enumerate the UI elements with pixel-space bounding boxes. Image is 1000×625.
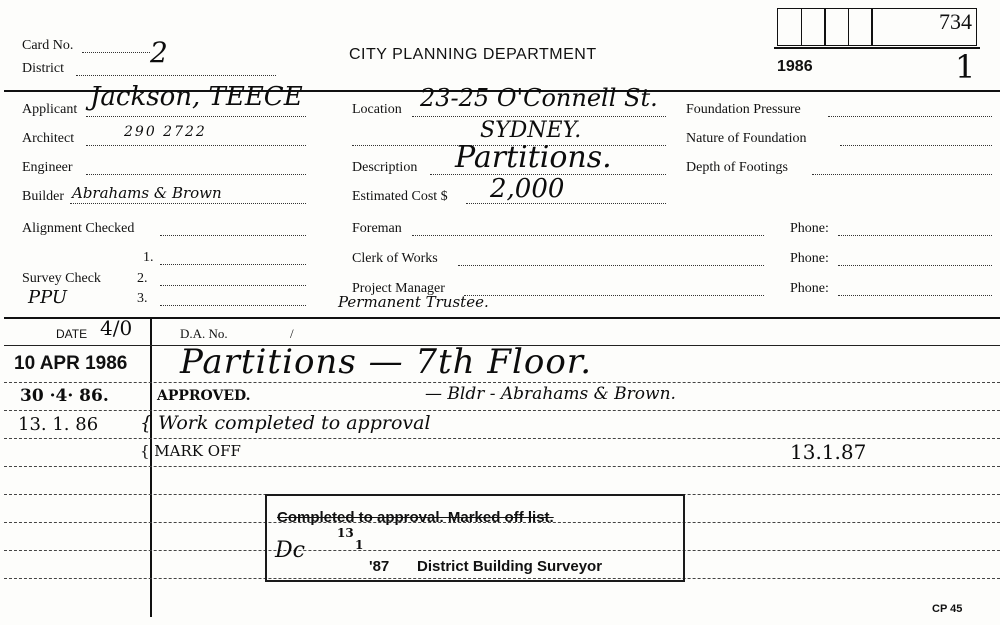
log-row-text: { MARK OFF: [140, 442, 241, 460]
log-row-text: { Work completed to approval: [140, 412, 431, 434]
phone-line-2: [838, 265, 992, 266]
foreman-label: Foreman: [352, 221, 402, 236]
architect-value: 290 2722: [124, 124, 207, 140]
estimated-cost-label: Estimated Cost $: [352, 189, 448, 204]
log-top-rule: [4, 317, 1000, 319]
log-rule: [4, 410, 1000, 411]
approval-stamp: [265, 494, 685, 582]
depth-of-footings-label: Depth of Footings: [686, 160, 788, 175]
log-row-text: APPROVED.: [157, 388, 251, 404]
builder-line: [70, 203, 306, 204]
stamp-signature: Dc: [275, 538, 305, 563]
log-row-date: 10 APR 1986: [14, 353, 128, 374]
survey-line-3: [160, 305, 306, 306]
district-line: [76, 75, 276, 76]
da-no-label: D.A. No.: [180, 326, 228, 341]
builder-label: Builder: [22, 189, 64, 204]
clerk-of-works-line: [458, 265, 764, 266]
number-box: [824, 8, 849, 46]
survey-number-1: 1.: [143, 250, 154, 265]
phone-label-1: Phone:: [790, 221, 829, 236]
log-row-right: 13.1.87: [790, 440, 867, 464]
stamp-month: 1: [355, 538, 364, 552]
number-box: [848, 8, 873, 46]
log-row-date: 13. 1. 86: [18, 414, 99, 435]
location-value-1: 23-25 O'Connell St.: [420, 84, 658, 112]
card-no-value: 2: [150, 36, 168, 69]
phone-label-3: Phone:: [790, 281, 829, 296]
description-label: Description: [352, 160, 418, 175]
project-manager-label: Project Manager: [352, 281, 445, 296]
form-code: CP 45: [932, 603, 963, 615]
architect-line: [86, 145, 306, 146]
department-title: CITY PLANNING DEPARTMENT: [349, 46, 597, 63]
description-value: Partitions.: [455, 140, 612, 175]
log-rule: [4, 382, 1000, 383]
log-row-text: Partitions — 7th Floor.: [180, 342, 593, 382]
number-box-underline: [774, 47, 980, 49]
number-box: [777, 8, 802, 46]
alignment-label: Alignment Checked: [22, 221, 135, 236]
phone-line-3: [838, 295, 992, 296]
survey-number-2: 2.: [137, 271, 148, 286]
number-box: [801, 8, 826, 46]
date-column-mark: 4/0: [100, 316, 133, 340]
applicant-line: [86, 116, 306, 117]
date-column-label: DATE: [56, 327, 88, 341]
card-number-value: 734: [939, 9, 972, 34]
architect-label: Architect: [22, 131, 75, 146]
applicant-label: Applicant: [22, 102, 78, 117]
nature-of-foundation-label: Nature of Foundation: [686, 131, 807, 146]
log-rule: [4, 466, 1000, 467]
estimated-cost-value: 2,000: [490, 174, 565, 204]
survey-check-label: Survey Check: [22, 271, 101, 286]
nature-of-foundation-line: [840, 145, 992, 146]
engineer-line: [86, 174, 306, 175]
stamp-year: '87: [369, 558, 390, 575]
engineer-label: Engineer: [22, 160, 73, 175]
log-divider: [150, 317, 152, 617]
alignment-line: [160, 235, 306, 236]
phone-label-2: Phone:: [790, 251, 829, 266]
card-number-box: [871, 8, 977, 46]
builder-value: Abrahams & Brown: [72, 184, 222, 202]
survey-line-2: [160, 285, 306, 286]
log-row-date: 30 ·4· 86.: [20, 386, 109, 406]
foundation-pressure-label: Foundation Pressure: [686, 102, 801, 117]
location-line-1: [412, 116, 666, 117]
district-label: District: [22, 61, 64, 76]
sub-number-value: 1: [955, 48, 976, 86]
foundation-pressure-line: [828, 116, 992, 117]
card-number-boxes: [777, 8, 977, 46]
stamp-title: District Building Surveyor: [417, 558, 603, 575]
stamp-line-1: Completed to approval. Marked off list.: [277, 509, 554, 526]
depth-of-footings-line: [812, 174, 992, 175]
location-value-2: SYDNEY.: [480, 118, 582, 143]
year-label: 1986: [777, 58, 813, 75]
location-label: Location: [352, 102, 402, 117]
log-row-extra: — Bldr - Abrahams & Brown.: [425, 384, 676, 404]
card-no-line: [82, 52, 150, 53]
survey-initials: PPU: [28, 287, 68, 308]
survey-number-3: 3.: [137, 291, 148, 306]
survey-line-1: [160, 264, 306, 265]
card-no-label: Card No.: [22, 38, 74, 53]
applicant-value: Jackson, TEECE: [90, 82, 303, 112]
log-rule: [4, 438, 1000, 439]
foreman-line: [412, 235, 764, 236]
stamp-day: 13: [337, 526, 354, 540]
project-manager-value: Permanent Trustee.: [338, 293, 489, 311]
clerk-of-works-label: Clerk of Works: [352, 251, 438, 266]
phone-line-1: [838, 235, 992, 236]
project-manager-line: [464, 295, 764, 296]
da-no-value: /: [290, 326, 294, 341]
